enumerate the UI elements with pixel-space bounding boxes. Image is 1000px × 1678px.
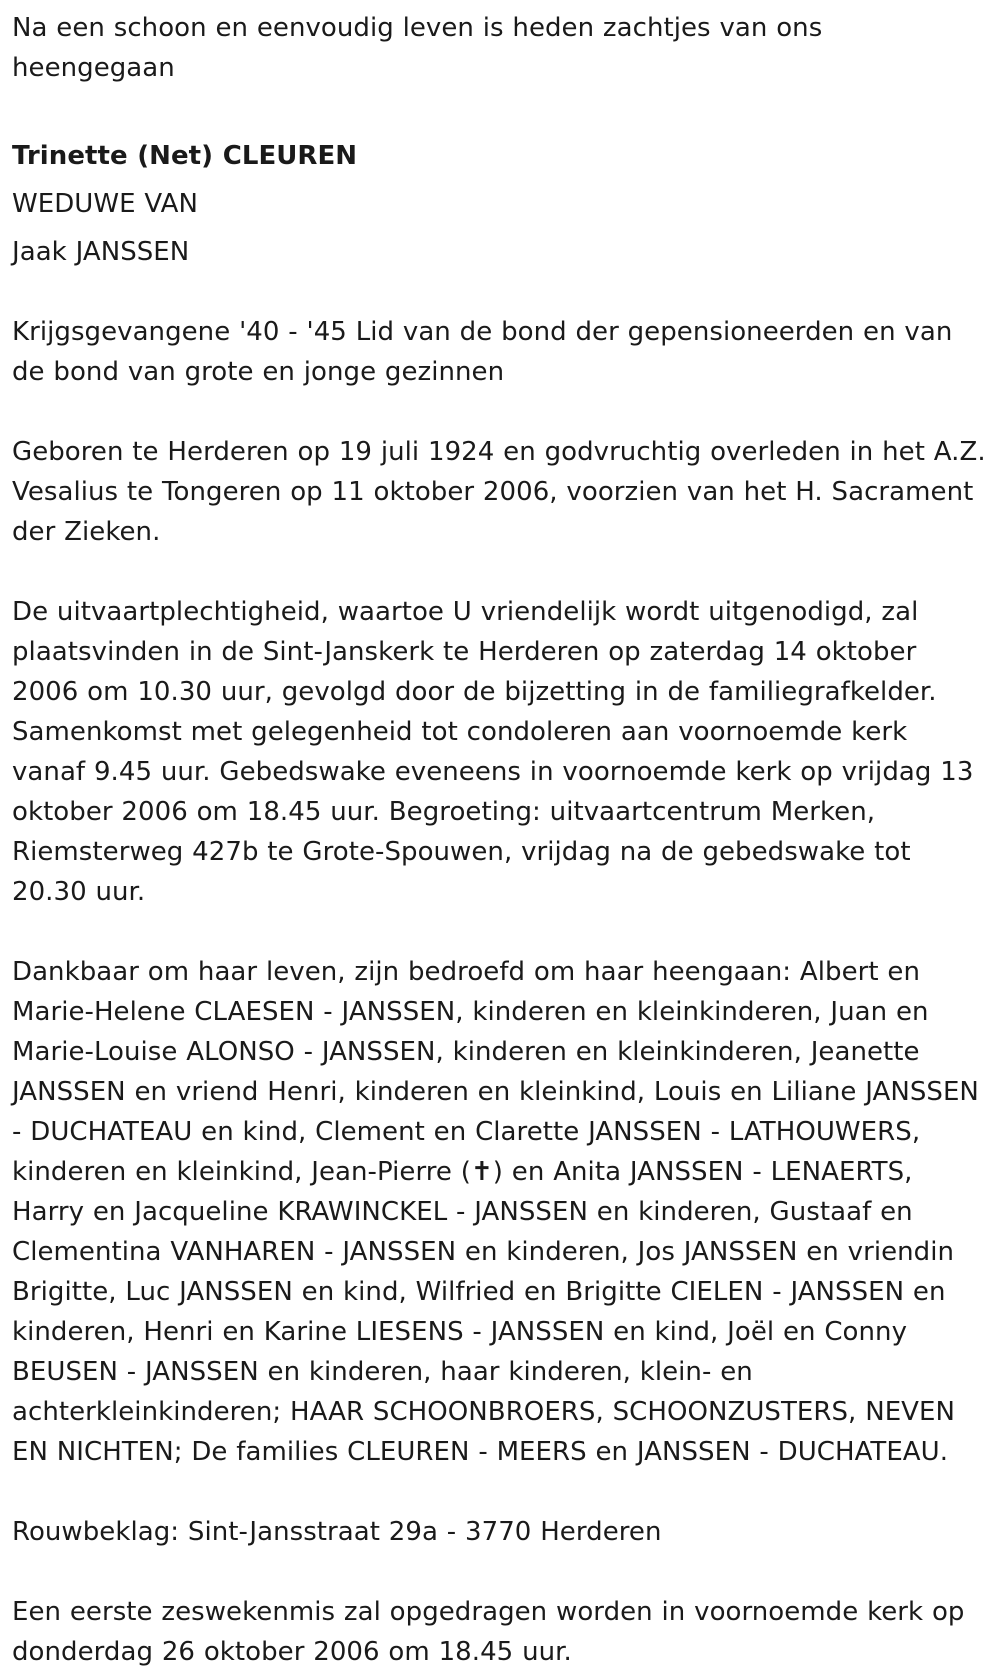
spacer	[12, 392, 988, 432]
funeral-text: De uitvaartplechtigheid, waartoe U vriendelijk wordt uitgenodigd, zal plaatsvinden in de Sint-Janskerk te Herderen op zaterdag 14 oktober 2006 om 10.30 uur, gevolgd door de bijzetting in de familiegrafkelder. Samenkomst met gelegenheid tot condoleren aan voornoemde kerk vanaf 9.45 uur. Gebedswake eveneens in voornoemde kerk op vrijdag 13 oktober 2006 om 18.45 uur. Begroeting: uitvaartcentrum Merken, Riemsterweg 427b te Grote-Spouwen, vrijdag na de gebedswake tot 20.30 uur.	[12, 597, 974, 907]
deceased-name: Trinette (Net) CLEUREN	[12, 141, 358, 171]
spacer	[12, 128, 988, 136]
spacer	[12, 224, 988, 232]
family-text: Dankbaar om haar leven, zijn bedroefd om haar heengaan: Albert en Marie-Helene CLAESEN - JANSSEN, kinderen en kleinkinderen, Juan en Marie-Louise ALONSO - JANSSEN, kinderen en kleinkinderen, Jeanette JANSSEN en vriend Henri, kinderen en kleinkind, Louis en Liliane JANSSEN - DUCHATEAU en kind, Clement en Clarette JANSSEN - LATHOUWERS, kinderen en kleinkind, Jean-Pierre (✝) en Anita JANSSEN - LENAERTS, Harry en Jacqueline KRAWINCKEL - JANSSEN en kinderen, Gustaaf en Clementina VANHAREN - JANSSEN en kinderen, Jos JANSSEN en vriendin Brigitte, Luc JANSSEN en kind, Wilfried en Brigitte CIELEN - JANSSEN en kinderen, Henri en Karine LIESENS - JANSSEN en kind, Joël en Conny BEUSEN - JANSSEN en kinderen, haar kinderen, klein- en achterkleinkinderen; HAAR SCHOONBROERS, SCHOONZUSTERS, NEVEN EN NICHTEN; De families CLEUREN - MEERS en JANSSEN - DUCHATEAU.	[12, 957, 979, 1467]
spacer	[12, 552, 988, 592]
memorial-mass-text: Een eerste zeswekenmis zal opgedragen worden in voornoemde kerk op donderdag 26 oktober 2006 om 18.45 uur.	[12, 1597, 965, 1667]
mourning-address: Rouwbeklag: Sint-Jansstraat 29a - 3770 Herderen	[12, 1517, 662, 1547]
birth-death-text: Geboren te Herderen op 19 juli 1924 en godvruchtig overleden in het A.Z. Vesalius te Tongeren op 11 oktober 2006, voorzien van het H. Sacrament der Zieken.	[12, 437, 986, 547]
spacer	[12, 1472, 988, 1512]
memberships-text: Krijgsgevangene '40 - '45 Lid van de bond der gepensioneerden en van de bond van grote en jonge gezinnen	[12, 317, 953, 387]
intro-text: Na een schoon en eenvoudig leven is heden zachtjes van ons heengegaan	[12, 13, 823, 83]
spouse-name: Jaak JANSSEN	[12, 237, 190, 267]
spacer	[12, 176, 988, 184]
spacer	[12, 272, 988, 312]
spacer	[12, 1552, 988, 1592]
spacer	[12, 912, 988, 952]
widow-of-label: WEDUWE VAN	[12, 189, 198, 219]
spacer	[12, 88, 988, 128]
